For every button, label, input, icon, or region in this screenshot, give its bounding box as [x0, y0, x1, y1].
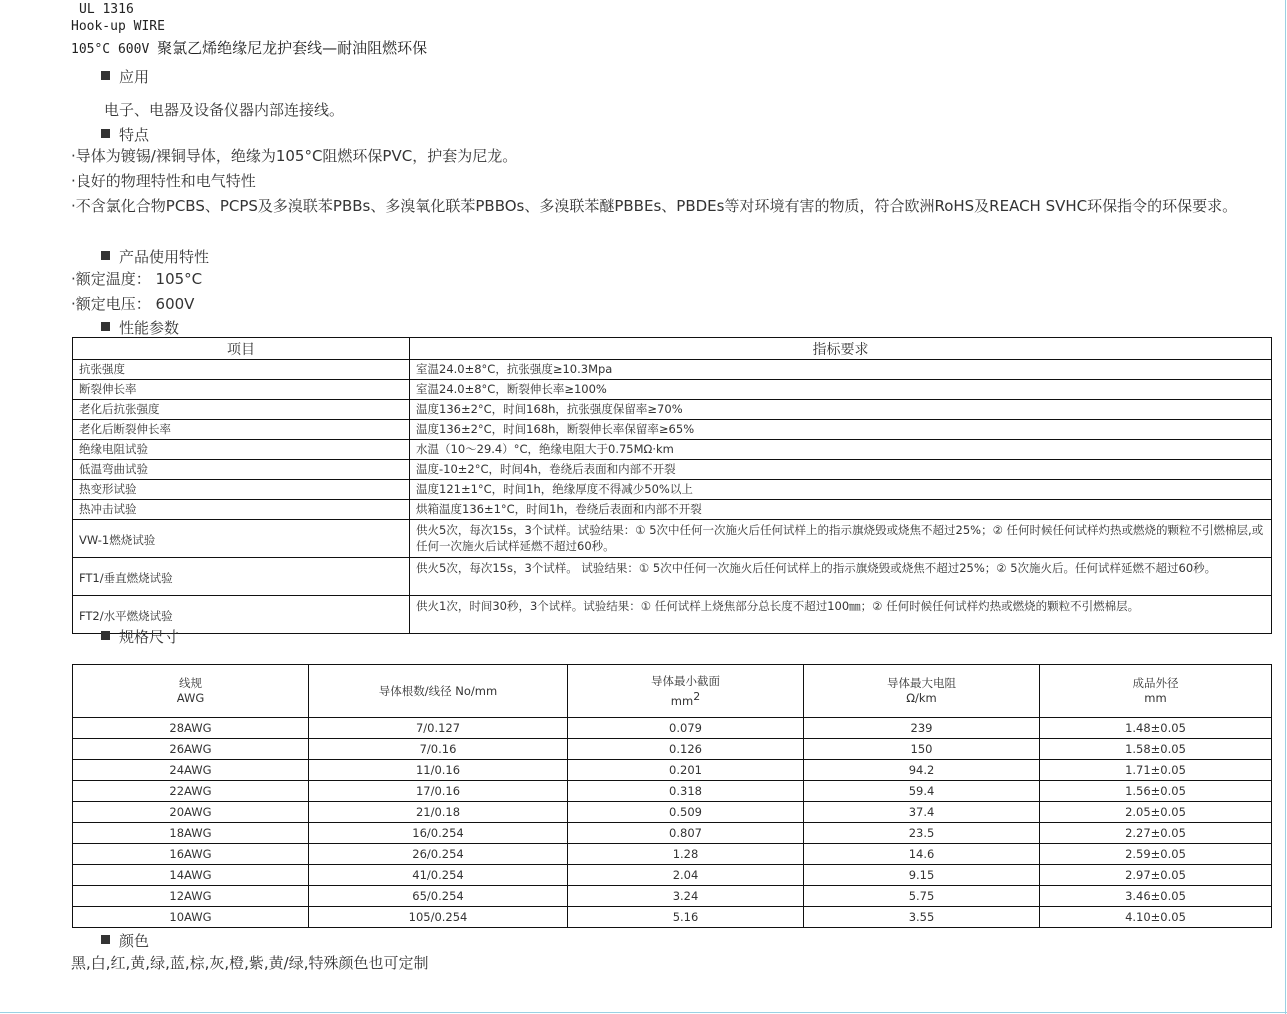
section-heading-performance: 性能参数 — [101, 317, 179, 338]
spec-table — [72, 664, 1272, 928]
test-requirement: 温度-10±2°C，时间4h，卷绕后表面和内部不开裂 — [410, 460, 1272, 480]
table-row — [73, 520, 1272, 558]
table-cell: 1.56±0.05 — [1040, 781, 1272, 802]
table-cell: 5.75 — [804, 886, 1040, 907]
section-heading-usage: 产品使用特性 — [101, 246, 209, 267]
column-header: 线规 AWG — [73, 665, 309, 718]
table-cell: 7/0.16 — [309, 739, 568, 760]
column-header: 成品外径 mm — [1040, 665, 1272, 718]
table-cell: 0.079 — [568, 718, 804, 739]
test-requirement: 温度121±1°C，时间1h，绝缘厚度不得减少50%以上 — [410, 480, 1272, 500]
test-requirement: 水温（10～29.4）°C，绝缘电阻大于0.75MΩ·km — [410, 440, 1272, 460]
column-header: 项目 — [73, 338, 410, 360]
test-item: 热冲击试验 — [73, 500, 410, 520]
test-item: 老化后抗张强度 — [73, 400, 410, 420]
test-requirement: 室温24.0±8°C，断裂伸长率≥100% — [410, 380, 1272, 400]
square-bullet-icon — [101, 935, 110, 944]
table-cell: 0.807 — [568, 823, 804, 844]
table-cell: 0.509 — [568, 802, 804, 823]
table-row — [73, 739, 1272, 760]
table-cell: 26/0.254 — [309, 844, 568, 865]
feature-item: ·导体为镀锡/裸铜导体，绝缘为105°C阻燃环保PVC，护套为尼龙。 — [71, 147, 518, 165]
product-type: Hook-up WIRE — [71, 19, 165, 34]
application-text: 电子、电器及设备仪器内部连接线。 — [104, 101, 345, 119]
test-item: 热变形试验 — [73, 480, 410, 500]
table-cell: 26AWG — [73, 739, 309, 760]
test-requirement: 室温24.0±8°C，抗张强度≥10.3Mpa — [410, 360, 1272, 380]
performance-table — [72, 337, 1272, 634]
table-cell: 3.46±0.05 — [1040, 886, 1272, 907]
column-header: 导体根数/线径 No/mm — [309, 665, 568, 718]
product-title — [71, 37, 427, 58]
test-item: VW-1燃烧试验 — [73, 520, 410, 558]
table-cell: 41/0.254 — [309, 865, 568, 886]
table-row — [73, 907, 1272, 928]
test-requirement: 温度136±2°C，时间168h，抗张强度保留率≥70% — [410, 400, 1272, 420]
test-item: 老化后断裂伸长率 — [73, 420, 410, 440]
table-cell: 24AWG — [73, 760, 309, 781]
table-row — [73, 802, 1272, 823]
table-cell: 21/0.18 — [309, 802, 568, 823]
table-cell: 10AWG — [73, 907, 309, 928]
table-cell: 3.24 — [568, 886, 804, 907]
table-row — [73, 844, 1272, 865]
table-cell: 1.28 — [568, 844, 804, 865]
table-cell: 150 — [804, 739, 1040, 760]
table-cell: 14AWG — [73, 865, 309, 886]
product-title-name: 聚氯乙烯绝缘尼龙护套线—耐油阻燃环保 — [157, 39, 428, 57]
table-cell: 7/0.127 — [309, 718, 568, 739]
table-row — [73, 400, 1272, 420]
table-row — [73, 886, 1272, 907]
feature-item: ·不含氯化合物PCBS、PCPS及多溴联苯PBBs、多溴氧化联苯PBBOs、多溴联苯醚PBBEs、PBDEs等对环境有害的物质，符合欧洲RoHS及REACH SVHC环保指令的环保要求。 — [71, 197, 1238, 215]
table-row — [73, 865, 1272, 886]
table-row — [73, 460, 1272, 480]
table-cell: 37.4 — [804, 802, 1040, 823]
test-requirement: 温度136±2°C，时间168h，断裂伸长率保留率≥65% — [410, 420, 1272, 440]
test-item: 抗张强度 — [73, 360, 410, 380]
square-bullet-icon — [101, 322, 110, 331]
table-cell: 9.15 — [804, 865, 1040, 886]
page-right-border — [1285, 0, 1286, 1014]
rated-temperature: ·额定温度： 105°C — [71, 270, 203, 288]
table-cell: 239 — [804, 718, 1040, 739]
table-cell: 16AWG — [73, 844, 309, 865]
table-cell: 0.318 — [568, 781, 804, 802]
table-cell: 2.27±0.05 — [1040, 823, 1272, 844]
table-row — [73, 360, 1272, 380]
table-row — [73, 380, 1272, 400]
table-row — [73, 500, 1272, 520]
table-cell: 2.04 — [568, 865, 804, 886]
page-bottom-border — [0, 1012, 1287, 1013]
table-cell: 18AWG — [73, 823, 309, 844]
table-row — [73, 420, 1272, 440]
test-item: FT1/垂直燃烧试验 — [73, 558, 410, 596]
square-bullet-icon — [101, 631, 110, 640]
test-item: 断裂伸长率 — [73, 380, 410, 400]
standard-code: UL 1316 — [79, 2, 134, 17]
table-cell: 22AWG — [73, 781, 309, 802]
column-header: 导体最大电阻 Ω/km — [804, 665, 1040, 718]
table-cell: 3.55 — [804, 907, 1040, 928]
table-cell: 1.71±0.05 — [1040, 760, 1272, 781]
table-cell: 20AWG — [73, 802, 309, 823]
product-title-rating: 105°C 600V — [71, 42, 158, 57]
table-row — [73, 760, 1272, 781]
table-cell: 59.4 — [804, 781, 1040, 802]
table-row — [73, 558, 1272, 596]
column-header: 指标要求 — [410, 338, 1272, 360]
table-cell: 23.5 — [804, 823, 1040, 844]
test-requirement: 供火5次，每次15s，3个试样。试验结果：① 5次中任何一次施火后任何试样上的指示旗烧毁或烧焦不超过25%；② 任何时候任何试样灼热或燃烧的颗粒不引燃棉层,或任何一次施火后试样延燃不超过60秒。 — [410, 520, 1272, 558]
table-row — [73, 781, 1272, 802]
section-heading-features: 特点 — [101, 124, 149, 145]
table-row — [73, 596, 1272, 634]
section-heading-application: 应用 — [101, 66, 149, 87]
table-cell: 16/0.254 — [309, 823, 568, 844]
rated-voltage: ·额定电压： 600V — [71, 295, 195, 313]
feature-item: ·良好的物理特性和电气特性 — [71, 172, 256, 190]
table-cell: 14.6 — [804, 844, 1040, 865]
table-cell: 28AWG — [73, 718, 309, 739]
square-bullet-icon — [101, 71, 110, 80]
table-cell: 94.2 — [804, 760, 1040, 781]
column-header: 导体最小截面 $mm^2$ — [568, 665, 804, 718]
table-cell: 11/0.16 — [309, 760, 568, 781]
table-row — [73, 718, 1272, 739]
table-cell: 105/0.254 — [309, 907, 568, 928]
test-requirement: 供火1次，时间30秒，3个试样。试验结果：① 任何试样上烧焦部分总长度不超过100㎜；② 任何时候任何试样灼热或燃烧的颗粒不引燃棉层。 — [410, 596, 1272, 634]
table-cell: 2.59±0.05 — [1040, 844, 1272, 865]
table-cell: 4.10±0.05 — [1040, 907, 1272, 928]
table-cell: 2.97±0.05 — [1040, 865, 1272, 886]
test-item: 低温弯曲试验 — [73, 460, 410, 480]
test-requirement: 供火5次，每次15s，3个试样。 试验结果：① 5次中任何一次施火后任何试样上的指示旗烧毁或烧焦不超过25%；② 5次施火后。任何试样延燃不超过60秒。 — [410, 558, 1272, 596]
table-cell: 0.201 — [568, 760, 804, 781]
square-bullet-icon — [101, 251, 110, 260]
table-cell: 2.05±0.05 — [1040, 802, 1272, 823]
test-item: FT2/水平燃烧试验 — [73, 596, 410, 634]
table-cell: 5.16 — [568, 907, 804, 928]
table-cell: 17/0.16 — [309, 781, 568, 802]
table-row — [73, 440, 1272, 460]
table-cell: 1.48±0.05 — [1040, 718, 1272, 739]
section-heading-color: 颜色 — [101, 930, 149, 951]
table-row — [73, 480, 1272, 500]
table-row — [73, 823, 1272, 844]
color-options: 黑,白,红,黄,绿,蓝,棕,灰,橙,紫,黄/绿,特殊颜色也可定制 — [71, 954, 429, 972]
section-heading-spec: 规格尺寸 — [101, 626, 179, 647]
test-item: 绝缘电阻试验 — [73, 440, 410, 460]
table-cell: 12AWG — [73, 886, 309, 907]
square-bullet-icon — [101, 129, 110, 138]
table-cell: 0.126 — [568, 739, 804, 760]
test-requirement: 烘箱温度136±1°C，时间1h，卷绕后表面和内部不开裂 — [410, 500, 1272, 520]
table-cell: 65/0.254 — [309, 886, 568, 907]
table-cell: 1.58±0.05 — [1040, 739, 1272, 760]
